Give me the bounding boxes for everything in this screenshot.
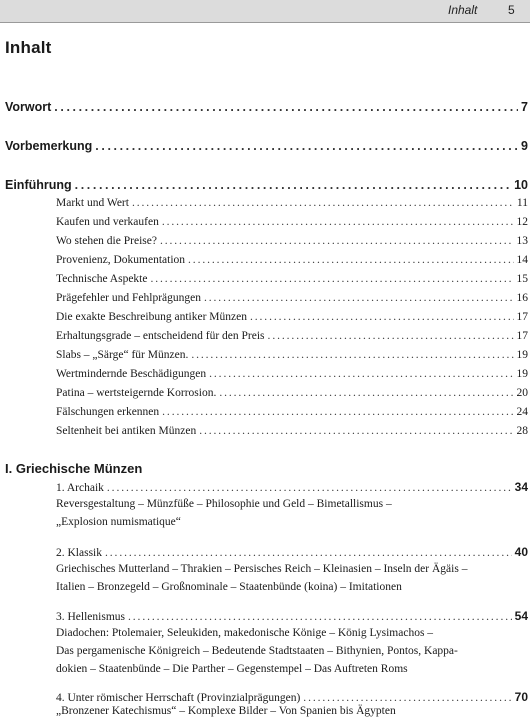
toc-subentry-page: 19 xyxy=(516,349,528,361)
description-line: Griechisches Mutterland – Thrakien – Persisches Reich – Kleinasien – Inseln der Ägäis – xyxy=(56,563,468,575)
toc-chapter-title: 1. Archaik xyxy=(56,482,104,494)
toc-subentry-title: Provenienz, Dokumentation xyxy=(56,254,186,266)
dot-leader xyxy=(95,139,518,153)
toc-subentry-page: 11 xyxy=(516,197,528,209)
toc-subentry-title: Fälschungen erkennen xyxy=(56,406,160,418)
toc-subentry-page: 17 xyxy=(516,330,528,342)
section-heading: I. Griechische Münzen xyxy=(5,461,143,476)
description-line: Das pergamenische Königreich – Bedeutende Stadtstaaten – Bithynien, Pontos, Kappa- xyxy=(56,645,458,657)
toc-subentry-title: Die exakte Beschreibung antiker Münzen xyxy=(56,311,247,323)
toc-entry-page: 7 xyxy=(521,100,528,114)
toc-chapter-klassik[interactable] xyxy=(56,545,528,559)
toc-chapter-page: 54 xyxy=(514,609,528,623)
toc-subentry-title: Seltenheit bei antiken Münzen xyxy=(56,425,197,437)
toc-subentry[interactable] xyxy=(56,235,528,247)
toc-subentry[interactable] xyxy=(56,425,528,437)
dot-leader xyxy=(199,425,513,437)
description-line: „Bronzener Katechismus“ – Komplexe Bilder – Von Spanien bis Ägypten xyxy=(56,705,396,717)
running-header xyxy=(0,0,530,23)
dot-leader xyxy=(132,197,514,209)
toc-subentry-title: Prägefehler und Fehlprägungen xyxy=(56,292,201,304)
toc-chapter-title: 4. Unter römischer Herrschaft (Provinzialprägungen) xyxy=(56,692,301,704)
dot-leader xyxy=(191,349,513,361)
toc-subentry-page: 24 xyxy=(516,406,528,418)
dot-leader xyxy=(128,611,512,623)
toc-subentry[interactable] xyxy=(56,368,528,380)
toc-subentry[interactable] xyxy=(56,292,528,304)
toc-subentry[interactable] xyxy=(56,197,528,209)
toc-subentry-title: Erhaltungsgrade – entscheidend für den Preis xyxy=(56,330,265,342)
toc-subentry-title: Slabs – „Särge“ für Münzen. xyxy=(56,349,189,361)
toc-chapter-page: 40 xyxy=(514,545,528,559)
toc-subentry-page: 15 xyxy=(516,273,528,285)
toc-subentry[interactable] xyxy=(56,311,528,323)
toc-subentry-title: Patina – wertsteigernde Korrosion. xyxy=(56,387,217,399)
toc-subentry[interactable] xyxy=(56,254,528,266)
page-number: 5 xyxy=(508,3,515,17)
toc-subentry-title: Markt und Wert xyxy=(56,197,129,209)
dot-leader xyxy=(105,547,512,559)
toc-entry-title: Vorwort xyxy=(5,100,52,114)
toc-chapter-title: 2. Klassik xyxy=(56,547,102,559)
toc-subentry-page: 16 xyxy=(516,292,528,304)
toc-entry-vorwort[interactable] xyxy=(5,100,528,114)
toc-entry-title: Vorbemerkung xyxy=(5,139,93,153)
dot-leader xyxy=(162,406,513,418)
toc-subentry[interactable] xyxy=(56,330,528,342)
toc-subentry[interactable] xyxy=(56,273,528,285)
description-line: „Explosion numismatique“ xyxy=(56,516,181,528)
description-line: Italien – Bronzegeld – Großnominale – Staatenbünde (koina) – Imitationen xyxy=(56,581,402,593)
dot-leader xyxy=(75,178,511,192)
toc-chapter-description xyxy=(56,624,526,678)
toc-subentry-page: 13 xyxy=(516,235,528,247)
toc-entry-page: 9 xyxy=(521,139,528,153)
toc-subentry-title: Kaufen und verkaufen xyxy=(56,216,159,228)
toc-entry-page: 10 xyxy=(514,178,528,192)
toc-subentry-page: 17 xyxy=(516,311,528,323)
toc-subentry[interactable] xyxy=(56,216,528,228)
toc-entry-vorbemerkung[interactable] xyxy=(5,139,528,153)
running-header-title: Inhalt xyxy=(448,3,478,17)
toc-subentry[interactable] xyxy=(56,387,528,399)
description-line: dokien – Staatenbünde – Die Parther – Gegenstempel – Das Auftreten Roms xyxy=(56,663,408,675)
toc-subentry-page: 19 xyxy=(516,368,528,380)
toc-subentry[interactable] xyxy=(56,349,528,361)
toc-entry-title: Einführung xyxy=(5,178,72,192)
toc-subentry[interactable] xyxy=(56,406,528,418)
toc-chapter-page: 34 xyxy=(514,480,528,494)
dot-leader xyxy=(150,273,513,285)
dot-leader xyxy=(204,292,514,304)
toc-subentry-page: 28 xyxy=(516,425,528,437)
dot-leader xyxy=(219,387,513,399)
toc-chapter-title: 3. Hellenismus xyxy=(56,611,125,623)
toc-chapter-archaik[interactable] xyxy=(56,480,528,494)
toc-chapter-description xyxy=(56,560,526,596)
description-line: Reversgestaltung – Münzfüße – Philosophie und Geld – Bimetallismus – xyxy=(56,498,392,510)
dot-leader xyxy=(209,368,513,380)
toc-subentry-title: Wertmindernde Beschädigungen xyxy=(56,368,207,380)
dot-leader xyxy=(160,235,514,247)
dot-leader xyxy=(250,311,514,323)
toc-chapter-description xyxy=(56,495,526,531)
toc-subentry-page: 20 xyxy=(516,387,528,399)
dot-leader xyxy=(54,100,518,114)
dot-leader xyxy=(162,216,514,228)
toc-subentry-page: 14 xyxy=(516,254,528,266)
dot-leader xyxy=(107,482,512,494)
dot-leader xyxy=(188,254,513,266)
toc-subentry-title: Technische Aspekte xyxy=(56,273,148,285)
page-title: Inhalt xyxy=(5,38,52,57)
toc-entry-einfuehrung[interactable] xyxy=(5,178,528,192)
dot-leader xyxy=(268,330,514,342)
description-line: Diadochen: Ptolemaier, Seleukiden, makedonische Könige – König Lysimachos – xyxy=(56,627,434,639)
toc-chapter-hellenismus[interactable] xyxy=(56,609,528,623)
toc-chapter-description xyxy=(56,702,526,720)
toc-chapter-page: 70 xyxy=(514,690,528,704)
toc-subentry-page: 12 xyxy=(516,216,528,228)
toc-subentry-title: Wo stehen die Preise? xyxy=(56,235,157,247)
